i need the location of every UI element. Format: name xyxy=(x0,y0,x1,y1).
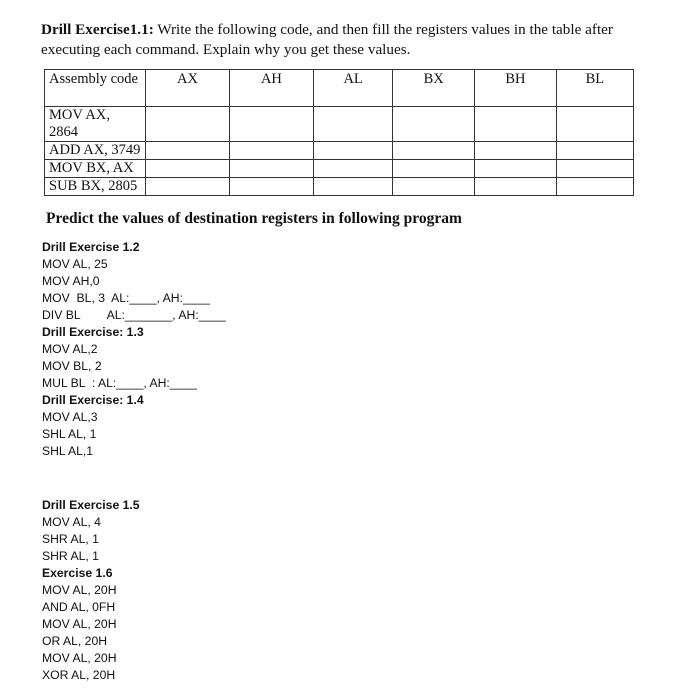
value-cell[interactable] xyxy=(229,107,313,142)
value-cell[interactable] xyxy=(475,107,557,142)
value-cell[interactable] xyxy=(393,107,475,142)
value-cell[interactable] xyxy=(475,142,557,160)
value-cell[interactable] xyxy=(475,178,557,196)
value-cell[interactable] xyxy=(146,178,230,196)
value-cell[interactable] xyxy=(556,142,633,160)
code-line: XOR AL, 20H xyxy=(42,668,116,682)
register-table xyxy=(44,69,634,196)
code-line: MOV BL, 2 xyxy=(42,359,102,373)
exercise-instructions: Write the following code, and then fill the registers values in the table after executing each command. Explain why you get these values. xyxy=(41,21,613,58)
header-ax: AX xyxy=(146,70,230,107)
value-cell[interactable] xyxy=(229,178,313,196)
code-line: SHR AL, 1 xyxy=(42,532,99,546)
exercise-1-6-title: Exercise 1.6 xyxy=(42,566,113,580)
code-line: MOV AL, 20H xyxy=(42,617,117,631)
drill-1-3-title: Drill Exercise: 1.3 xyxy=(42,325,144,339)
value-cell[interactable] xyxy=(229,142,313,160)
value-cell[interactable] xyxy=(556,160,633,178)
instruction-cell: SUB BX, 2805 xyxy=(45,178,146,196)
code-line-answer: MUL BL : AL:____, AH:____ xyxy=(42,376,197,390)
exercise-intro xyxy=(41,20,641,60)
value-cell[interactable] xyxy=(475,160,557,178)
code-line: MOV AL,3 xyxy=(42,410,98,424)
value-cell[interactable] xyxy=(393,160,475,178)
header-assembly-code: Assembly code xyxy=(45,70,146,107)
header-bx: BX xyxy=(393,70,475,107)
table-row xyxy=(45,178,634,196)
code-line: AND AL, 0FH xyxy=(42,600,116,614)
register-table-header xyxy=(45,70,634,107)
value-cell[interactable] xyxy=(313,160,392,178)
value-cell[interactable] xyxy=(393,178,475,196)
value-cell[interactable] xyxy=(313,178,392,196)
value-cell[interactable] xyxy=(229,160,313,178)
drill-1-4-title: Drill Exercise: 1.4 xyxy=(42,393,144,407)
table-row xyxy=(45,160,634,178)
header-ah: AH xyxy=(229,70,313,107)
code-line: MOV AL, 25 xyxy=(42,257,108,271)
code-line: OR AL, 20H xyxy=(42,634,108,648)
code-line: MOV AL, 20H xyxy=(42,651,117,665)
code-line-answer: MOV BL, 3 AL:____, AH:____ xyxy=(42,291,211,305)
value-cell[interactable] xyxy=(556,107,633,142)
value-cell[interactable] xyxy=(146,160,230,178)
value-cell[interactable] xyxy=(313,107,392,142)
instruction-cell: ADD AX, 3749 xyxy=(45,142,146,160)
drill-1-2-title: Drill Exercise 1.2 xyxy=(42,240,140,254)
header-bh: BH xyxy=(475,70,557,107)
value-cell[interactable] xyxy=(146,107,230,142)
exercise-block-1 xyxy=(42,239,226,460)
header-al: AL xyxy=(313,70,392,107)
instruction-cell: MOV BX, AX xyxy=(45,160,146,178)
value-cell[interactable] xyxy=(393,142,475,160)
code-line: MOV AL,2 xyxy=(42,342,98,356)
drill-1-5-title: Drill Exercise 1.5 xyxy=(42,498,140,512)
code-line-answer: DIV BL AL:_______, AH:____ xyxy=(42,308,226,322)
value-cell[interactable] xyxy=(146,142,230,160)
exercise-label: Drill Exercise1.1: xyxy=(41,21,154,38)
code-line: MOV AL, 20H xyxy=(42,583,117,597)
code-line: SHL AL, 1 xyxy=(42,427,97,441)
exercise-block-2 xyxy=(42,497,140,684)
value-cell[interactable] xyxy=(556,178,633,196)
table-row xyxy=(45,142,634,160)
header-bl: BL xyxy=(556,70,633,107)
table-row xyxy=(45,107,634,142)
predict-heading: Predict the values of destination registers in following program xyxy=(46,210,462,227)
code-line: SHL AL,1 xyxy=(42,444,94,458)
code-line: MOV AH,0 xyxy=(42,274,100,288)
instruction-cell: MOV AX, 2864 xyxy=(45,107,146,142)
code-line: MOV AL, 4 xyxy=(42,515,101,529)
code-line: SHR AL, 1 xyxy=(42,549,99,563)
value-cell[interactable] xyxy=(313,142,392,160)
